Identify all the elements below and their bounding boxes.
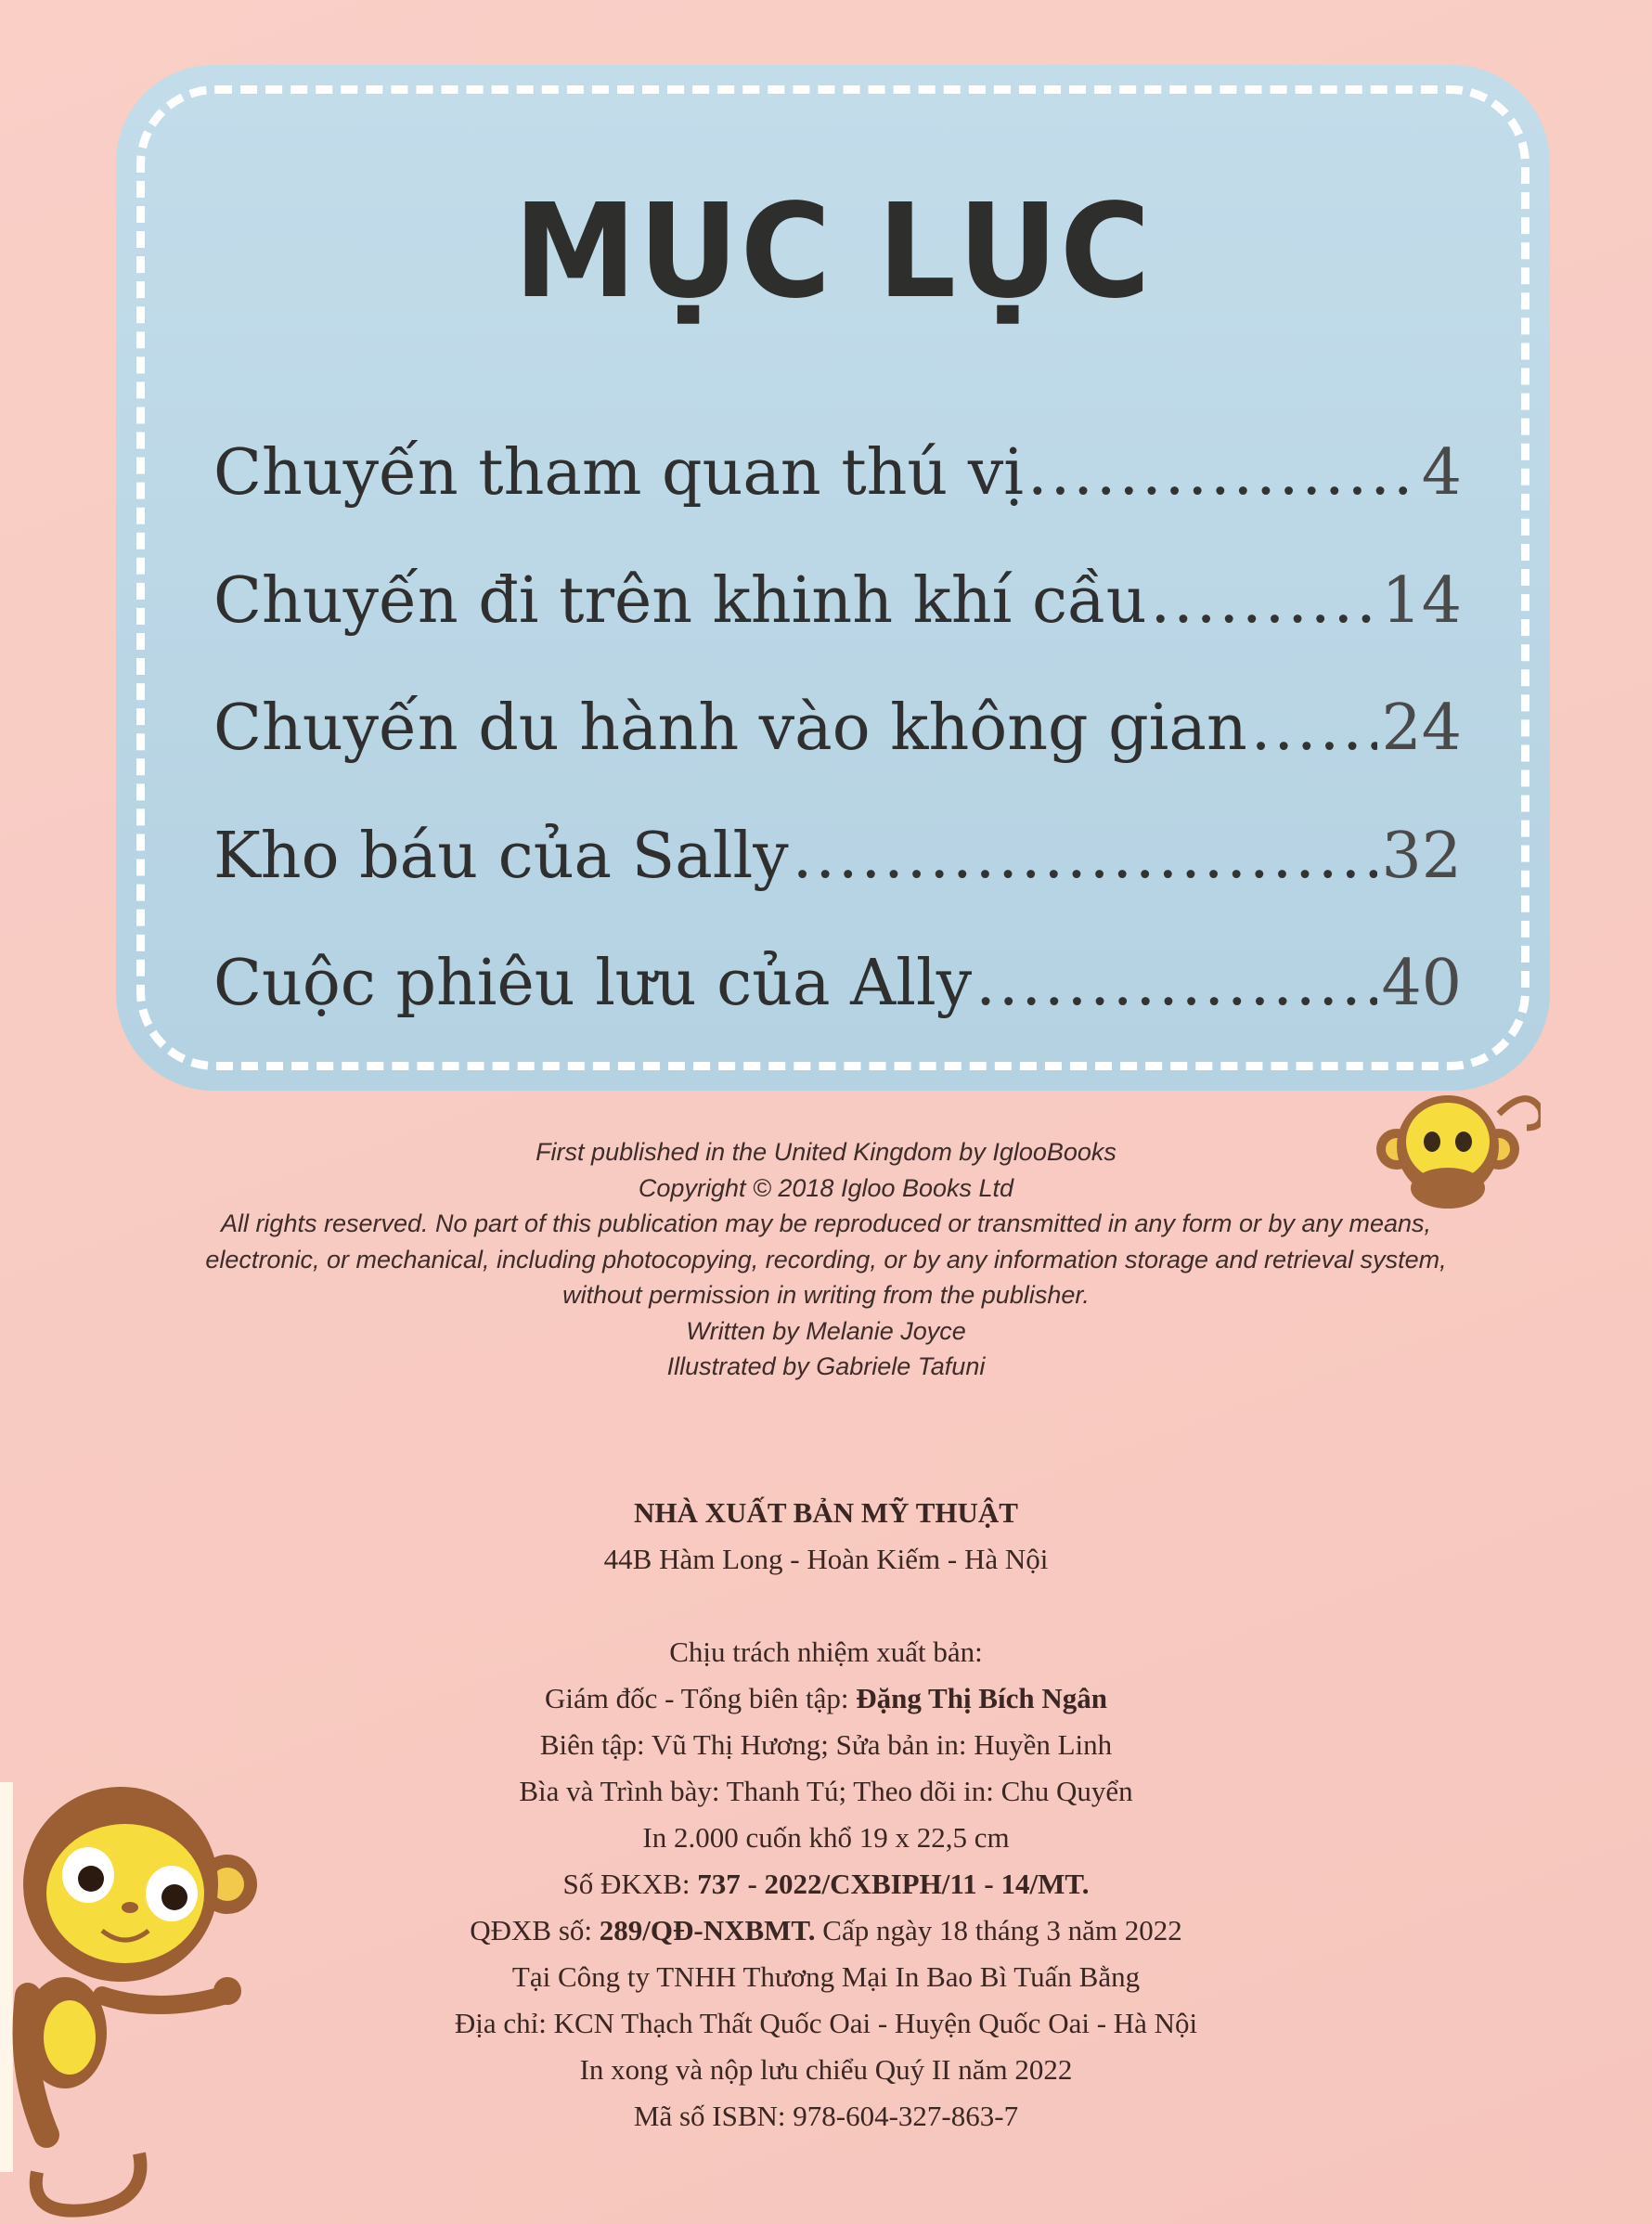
toc-entry-label: Chuyến tham quan thú vị [213, 436, 1025, 510]
toc-entry-label: Chuyến du hành vào không gian [213, 692, 1247, 765]
qdxb-value: 289/QĐ-NXBMT. [599, 1914, 816, 1946]
toc-entry-page: 32 [1381, 819, 1462, 893]
publisher-address: 44B Hàm Long - Hoàn Kiếm - Hà Nội [603, 1543, 1049, 1575]
design-line: Bìa và Trình bày: Thanh Tú; Theo dõi in: Chu Quyển [519, 1775, 1133, 1807]
printer-address-line: Địa chỉ: KCN Thạch Thất Quốc Oai - Huyện Quốc Oai - Hà Nội [454, 2007, 1198, 2039]
toc-list [213, 436, 1462, 1075]
credit-line: Illustrated by Gabriele Tafuni [666, 1352, 986, 1380]
qdxb-line [0, 1907, 1652, 1954]
table-of-contents-box [116, 65, 1550, 1091]
leader-dots [793, 820, 1378, 893]
toc-entry-label: Cuộc phiêu lưu của Ally [213, 947, 973, 1020]
toc-entry [213, 564, 1462, 692]
toc-entry [213, 947, 1462, 1075]
dkxb-label: Số ĐKXB: [562, 1868, 698, 1900]
leader-dots [975, 947, 1377, 1020]
responsible-heading: Chịu trách nhiệm xuất bản: [669, 1636, 983, 1668]
leader-dots [1251, 692, 1378, 765]
toc-entry [213, 820, 1462, 948]
credit-line: Copyright © 2018 Igloo Books Ltd [638, 1173, 1014, 1202]
dkxb-value: 737 - 2022/CXBIPH/11 - 14/MT. [697, 1868, 1090, 1900]
publisher-name [0, 1490, 1652, 1536]
credit-line: First published in the United Kingdom by IglooBooks [536, 1138, 1116, 1166]
credit-line: All rights reserved. No part of this publication may be reproduced or transmitted in any form or by any means, [220, 1209, 1432, 1237]
print-run-line: In 2.000 cuốn khổ 19 x 22,5 cm [642, 1821, 1010, 1854]
director-name: Đặng Thị Bích Ngân [856, 1682, 1107, 1714]
toc-entry [213, 692, 1462, 820]
qdxb-label: QĐXB số: [470, 1914, 600, 1946]
english-credits [0, 1134, 1652, 1385]
toc-entry [213, 436, 1462, 564]
toc-entry-label: Kho báu của Sally [213, 819, 789, 893]
director-line [0, 1675, 1652, 1722]
qdxb-date: Cấp ngày 18 tháng 3 năm 2022 [815, 1914, 1182, 1946]
publisher-name-text: NHÀ XUẤT BẢN MỸ THUẬT [634, 1496, 1018, 1529]
toc-title: MỤC LỤC [513, 176, 1153, 328]
toc-entry-page: 4 [1421, 436, 1462, 510]
isbn-line: Mã số ISBN: 978-604-327-863-7 [633, 2100, 1019, 2132]
dkxb-line [0, 1861, 1652, 1907]
toc-entry-page: 40 [1381, 947, 1462, 1020]
director-label: Giám đốc - Tổng biên tập: [545, 1682, 857, 1714]
printer-line: Tại Công ty TNHH Thương Mại In Bao Bì Tuấn Bằng [511, 1960, 1141, 1993]
deposit-line: In xong và nộp lưu chiểu Quý II năm 2022 [579, 2053, 1073, 2086]
credit-line: Written by Melanie Joyce [686, 1316, 966, 1345]
leader-dots [1027, 436, 1418, 510]
credit-line: electronic, or mechanical, including photocopying, recording, or by any information storage and retrieval system, [205, 1245, 1447, 1274]
publisher-info [0, 1490, 1652, 2140]
toc-entry-page: 24 [1381, 692, 1462, 765]
toc-entry-label: Chuyến đi trên khinh khí cầu [213, 563, 1147, 638]
credit-line: without permission in writing from the publisher. [562, 1281, 1090, 1309]
editor-line: Biên tập: Vũ Thị Hương; Sửa bản in: Huyền Linh [539, 1728, 1113, 1761]
toc-entry-page: 14 [1381, 563, 1462, 638]
leader-dots [1151, 564, 1378, 638]
